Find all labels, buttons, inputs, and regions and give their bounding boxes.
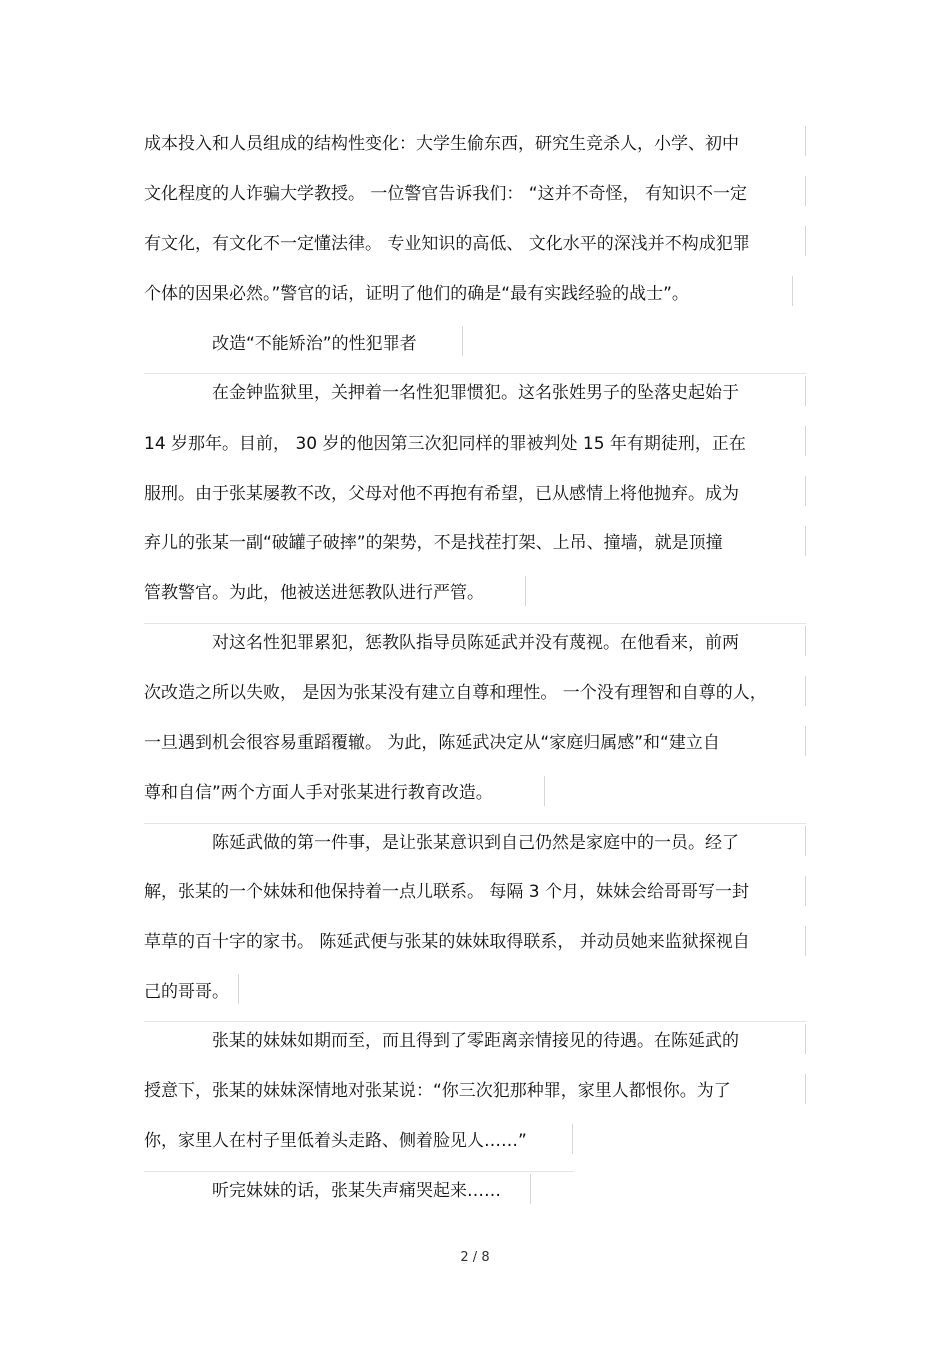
body-text-line: 服刑。由于张某屡教不改，父母对他不再抱有希望，已从感情上将他抛弃。成为 (144, 484, 739, 504)
border-fragment (805, 226, 806, 256)
border-fragment (572, 1124, 573, 1154)
border-fragment (805, 526, 806, 556)
body-text-line: 文化程度的人诈骗大学教授。 一位警官告诉我们： “这并不奇怪， 有知识不一定 (144, 184, 748, 204)
body-text-line: 己的哥哥。 (144, 982, 229, 1002)
body-text-line: 管教警官。为此，他被送进惩教队进行严管。 (144, 583, 484, 603)
border-fragment (805, 1024, 806, 1054)
border-fragment (144, 1171, 574, 1172)
border-fragment (144, 1021, 806, 1022)
body-text-line: 对这名性犯罪累犯，惩教队指导员陈延武并没有蔑视。在他看来，前两 (212, 633, 739, 653)
border-fragment (805, 726, 806, 756)
border-fragment (525, 576, 526, 606)
page-number: 2 / 8 (460, 1250, 490, 1265)
body-text-line: 陈延武做的第一件事，是让张某意识到自己仍然是家庭中的一员。经了 (212, 833, 739, 853)
border-fragment (144, 623, 806, 624)
body-text-line: 解，张某的一个妹妹和他保持着一点儿联系。 每隔 3 个月，妹妹会给哥哥写一封 (144, 882, 750, 902)
body-text-line: 在金钟监狱里，关押着一名性犯罪惯犯。这名张姓男子的坠落史起始于 (212, 383, 739, 403)
border-fragment (805, 426, 806, 456)
body-text-line: 听完妹妹的话，张某失声痛哭起来…… (212, 1181, 501, 1201)
border-fragment (238, 974, 239, 1004)
body-text-line: 成本投入和人员组成的结构性变化：大学生偷东西，研究生竞杀人，小学、初中 (144, 134, 739, 154)
body-text-line: 尊和自信”两个方面人手对张某进行教育改造。 (144, 783, 493, 803)
body-text-line: 一旦遇到机会很容易重蹈覆辙。 为此，陈延武决定从“家庭归属感”和“建立自 (144, 733, 720, 753)
border-fragment (544, 776, 545, 806)
body-text-line: 次改造之所以失败， 是因为张某没有建立自尊和理性。 一个没有理智和自尊的人， (144, 683, 767, 703)
border-fragment (144, 373, 806, 374)
border-fragment (530, 1174, 531, 1204)
border-fragment (805, 676, 806, 706)
section-heading: 改造“不能矫治”的性犯罪者 (212, 334, 417, 354)
border-fragment (805, 376, 806, 406)
border-fragment (805, 476, 806, 506)
border-fragment (462, 326, 463, 356)
border-fragment (792, 276, 793, 306)
body-text-line: 个体的因果必然。”警官的话，证明了他们的确是“最有实践经验的战士”。 (144, 284, 689, 304)
body-text-line: 弃儿的张某一副“破罐子破摔”的架势，不是找茬打架、上吊、撞墙，就是顶撞 (144, 533, 723, 553)
border-fragment (805, 176, 806, 206)
body-text-line: 你，家里人在村子里低着头走路、侧着脸见人……” (144, 1131, 527, 1151)
border-fragment (805, 626, 806, 656)
body-text-line: 有文化，有文化不一定懂法律。 专业知识的高低、 文化水平的深浅并不构成犯罪 (144, 234, 750, 254)
border-fragment (805, 826, 806, 856)
body-text-line: 张某的妹妹如期而至，而且得到了零距离亲情接见的待遇。在陈延武的 (212, 1031, 739, 1051)
border-fragment (805, 926, 806, 956)
border-fragment (144, 823, 806, 824)
body-text-line: 草草的百十字的家书。 陈延武便与张某的妹妹取得联系， 并动员她来监狱探视自 (144, 932, 750, 952)
body-text-line: 授意下，张某的妹妹深情地对张某说：“你三次犯那种罪，家里人都恨你。为了 (144, 1081, 731, 1101)
border-fragment (805, 1074, 806, 1104)
body-text-line: 14 岁那年。目前， 30 岁的他因第三次犯同样的罪被判处 15 年有期徒刑，正在 (144, 434, 746, 454)
border-fragment (805, 126, 806, 156)
border-fragment (805, 876, 806, 906)
